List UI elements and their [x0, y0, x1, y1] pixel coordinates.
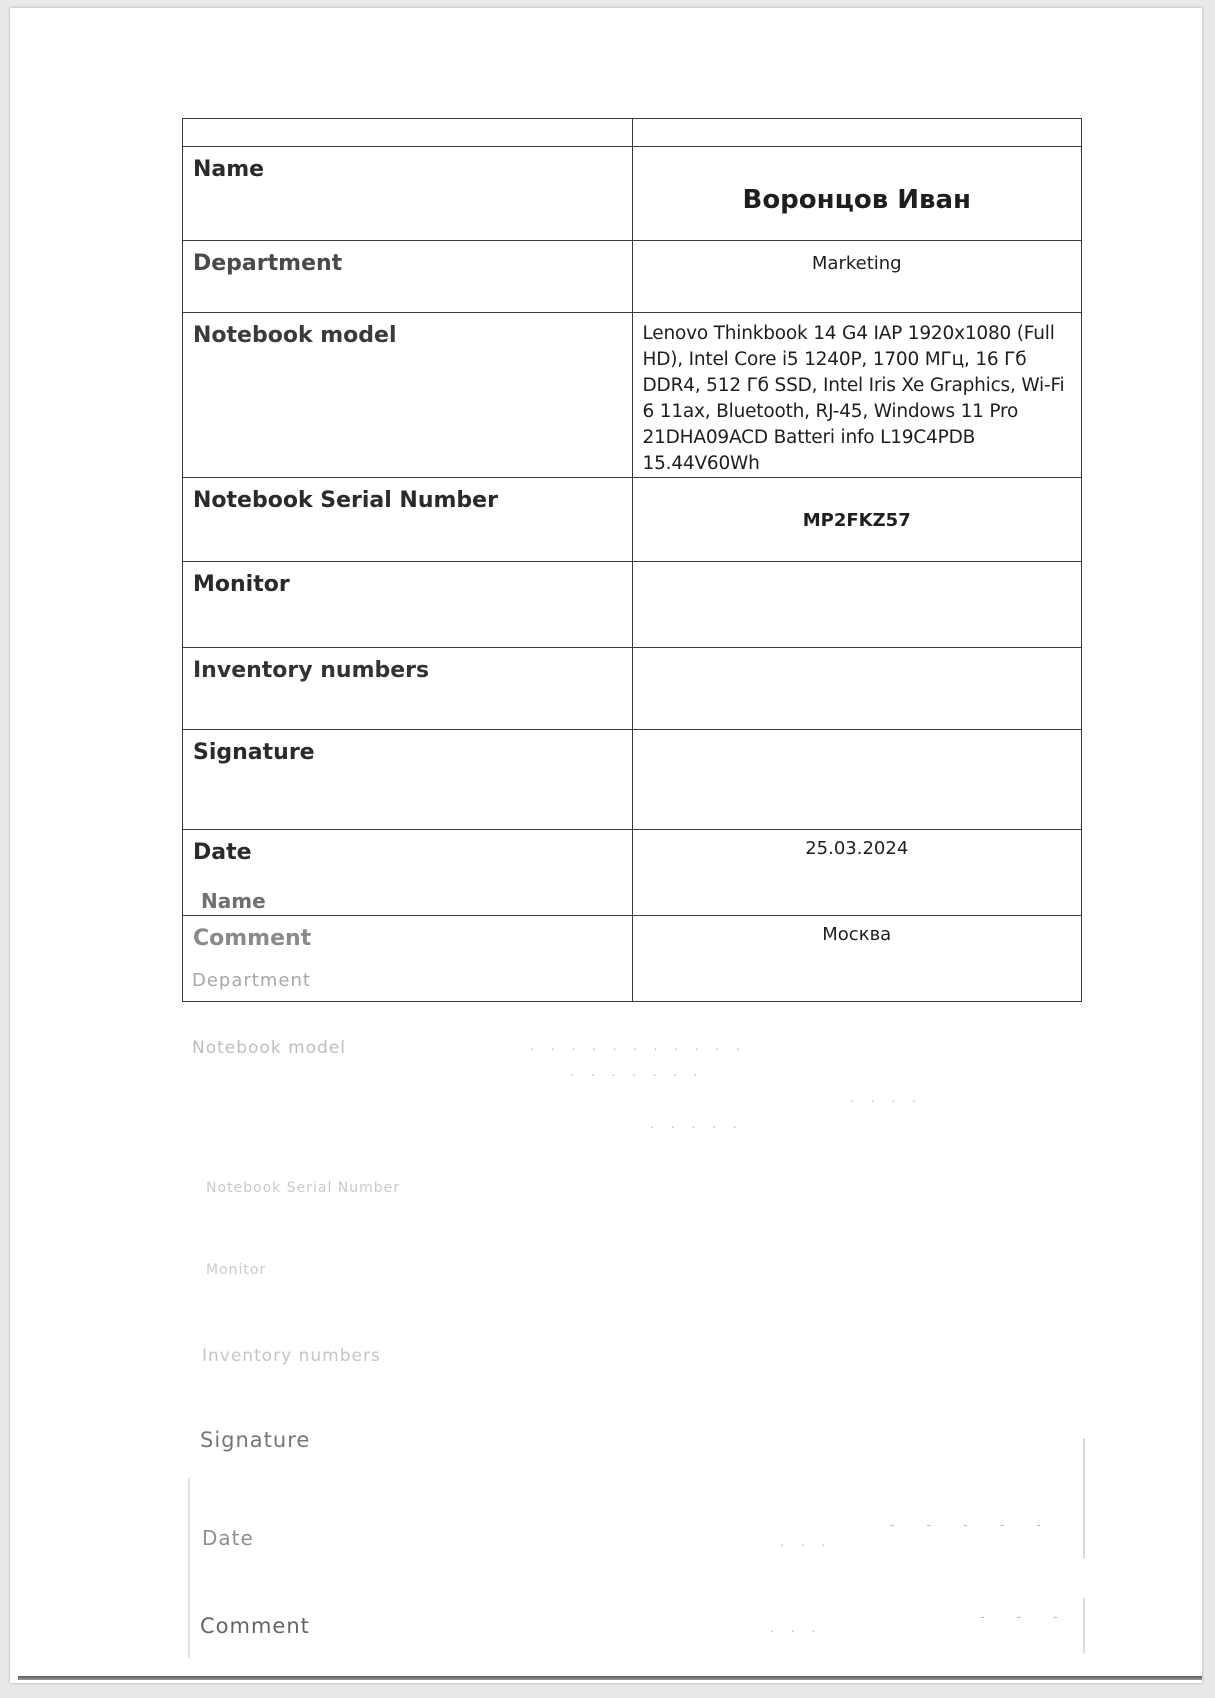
date-cell — [632, 830, 1082, 916]
monitor-label: Monitor — [183, 562, 633, 648]
ghost-border-left — [188, 1478, 190, 1658]
header-cell-right — [632, 119, 1082, 147]
overlap-name-label: Name — [201, 889, 266, 913]
department-value: Marketing — [811, 253, 902, 274]
inventory-numbers-label: Inventory numbers — [183, 648, 633, 730]
ghost-border-right — [1083, 1438, 1085, 1558]
table-row — [183, 313, 1082, 478]
ghost-date-dots: · · · — [780, 1536, 832, 1552]
notebook-model-cell — [632, 313, 1082, 478]
ghost-signature-label: Signature — [200, 1428, 311, 1452]
ghost-serial-number-label: Notebook Serial Number — [206, 1180, 401, 1196]
table-row — [183, 241, 1082, 313]
table-row — [183, 730, 1082, 830]
table-row — [183, 119, 1082, 147]
name-cell — [632, 147, 1082, 241]
ghost-model-dots: · · · · · · · · · · · — [530, 1040, 747, 1056]
ghost-model-dots: · · · · · · · — [570, 1066, 704, 1082]
ghost-model-dots: · · · · · — [650, 1118, 743, 1134]
table-row — [183, 916, 1082, 1002]
ghost-notebook-model-label: Notebook model — [192, 1038, 347, 1058]
table-row — [183, 147, 1082, 241]
date-label-cell — [183, 830, 633, 916]
ghost-border-right — [1083, 1598, 1085, 1653]
date-value: 25.03.2024 — [805, 838, 909, 859]
table-row — [183, 562, 1082, 648]
scan-edge-line — [18, 1676, 1202, 1680]
department-label: Department — [183, 241, 633, 313]
header-cell-left — [183, 119, 633, 147]
table-row — [183, 648, 1082, 730]
department-cell — [632, 241, 1082, 313]
signature-value — [632, 730, 1082, 830]
equipment-form-table — [182, 118, 1082, 1002]
serial-number-value: MP2FKZ57 — [802, 510, 911, 531]
ghost-inventory-numbers-label: Inventory numbers — [202, 1346, 381, 1366]
table-row — [183, 830, 1082, 916]
ghost-comment-label: Comment — [200, 1614, 310, 1638]
name-label: Name — [183, 147, 633, 241]
ghost-monitor-label: Monitor — [206, 1262, 267, 1278]
ghost-rule-dots: - - - - - — [890, 1516, 1055, 1532]
ghost-rule-dots: - - - — [980, 1608, 1072, 1624]
comment-label: Comment — [183, 916, 633, 1002]
signature-label: Signature — [183, 730, 633, 830]
document-page — [10, 8, 1202, 1683]
ghost-comment-dots: · · · — [770, 1622, 822, 1638]
ghost-model-dots: · · · · — [850, 1092, 923, 1108]
table-row — [183, 478, 1082, 562]
monitor-value — [632, 562, 1082, 648]
notebook-model-value: Lenovo Thinkbook 14 G4 IAP 1920x1080 (Full HD), Intel Core i5 1240P, 1700 МГц, 16 Гб DDR4, 512 Гб SSD, Intel Iris Xe Graphics, Wi-Fi 6 11ax, Bluetooth, RJ-45, Windows 11 Pro 21DHA09ACD Batteri info L19C4PDB 15.44V60Wh — [642, 323, 1065, 474]
inventory-numbers-value — [632, 648, 1082, 730]
serial-number-label: Notebook Serial Number — [183, 478, 633, 562]
ghost-date-label: Date — [202, 1526, 254, 1550]
ghost-department-label: Department — [192, 970, 311, 991]
date-label: Date — [193, 840, 252, 865]
serial-number-cell — [632, 478, 1082, 562]
name-value: Воронцов Иван — [742, 185, 971, 215]
comment-cell — [632, 916, 1082, 1002]
notebook-model-label: Notebook model — [183, 313, 633, 478]
comment-value: Москва — [822, 924, 892, 945]
